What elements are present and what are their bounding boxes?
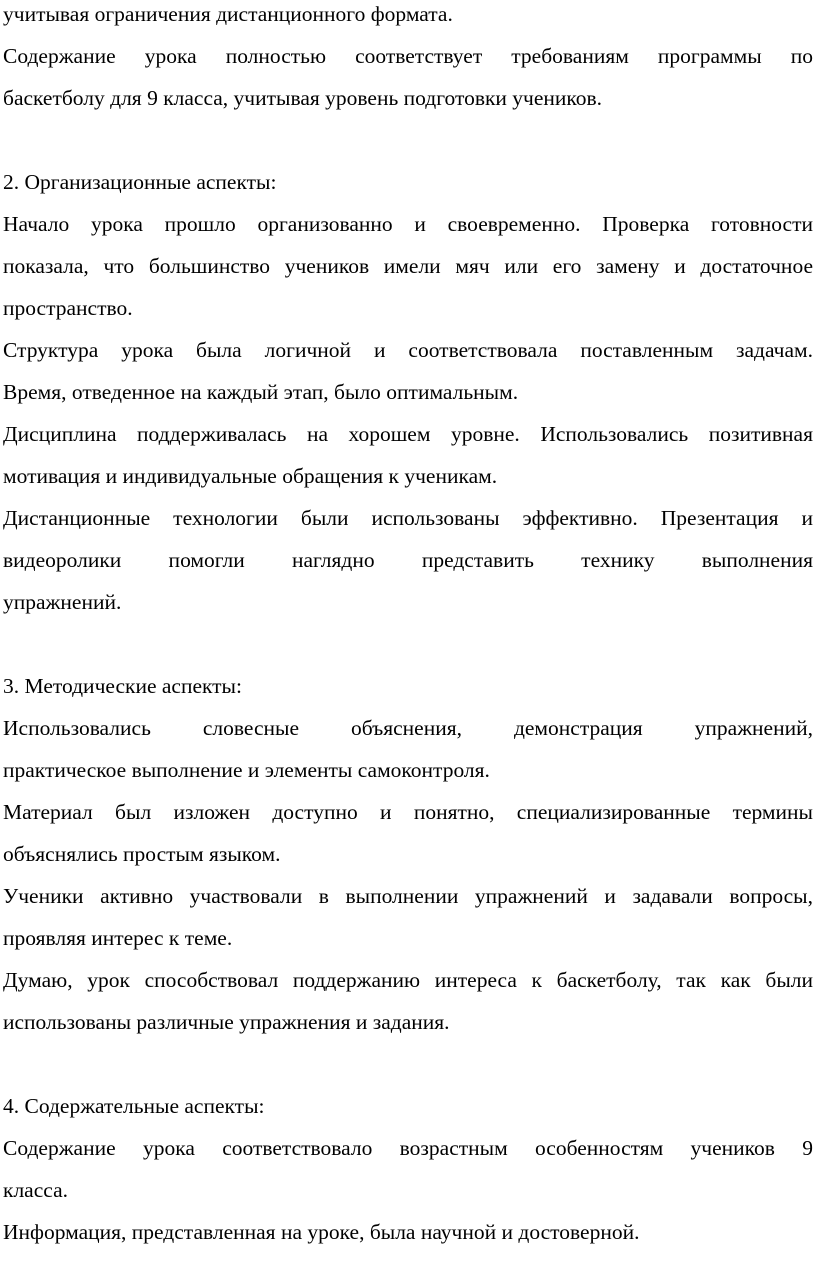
text-line: Дисциплина поддерживалась на хорошем уровне. Использовались позитивная bbox=[3, 422, 813, 446]
text-line: пространство. bbox=[3, 296, 133, 320]
text-line: учитывая ограничения дистанционного формата. bbox=[3, 2, 453, 26]
text-line: Информация, представленная на уроке, была научной и достоверной. bbox=[3, 1220, 640, 1244]
text-line: упражнений. bbox=[3, 590, 122, 614]
text-line: Думаю, урок способствовал поддержанию интереса к баскетболу, так как были bbox=[3, 968, 813, 992]
text-line: видеоролики помогли наглядно представить технику выполнения bbox=[3, 548, 813, 572]
text-line: показала, что большинство учеников имели мяч или его замену и достаточное bbox=[3, 254, 813, 278]
text-line: Использовались словесные объяснения, демонстрация упражнений, bbox=[3, 716, 813, 740]
text-line: Дистанционные технологии были использованы эффективно. Презентация и bbox=[3, 506, 813, 530]
text-line: класса. bbox=[3, 1178, 68, 1202]
section-heading: 2. Организационные аспекты: bbox=[3, 170, 277, 194]
text-line: Содержание урока соответствовало возрастным особенностям учеников 9 bbox=[3, 1136, 813, 1160]
text-line: использованы различные упражнения и задания. bbox=[3, 1010, 450, 1034]
text-line: Время, отведенное на каждый этап, было оптимальным. bbox=[3, 380, 519, 404]
text-line: Материал был изложен доступно и понятно, специализированные термины bbox=[3, 800, 813, 824]
text-line: проявляя интерес к теме. bbox=[3, 926, 233, 950]
text-line: Содержание урока полностью соответствует требованиям программы по bbox=[3, 44, 813, 68]
section-heading: 4. Содержательные аспекты: bbox=[3, 1094, 265, 1118]
text-line: баскетболу для 9 класса, учитывая уровень подготовки учеников. bbox=[3, 86, 603, 110]
text-line: Структура урока была логичной и соответствовала поставленным задачам. bbox=[3, 338, 813, 362]
section-heading: 3. Методические аспекты: bbox=[3, 674, 242, 698]
text-line: мотивация и индивидуальные обращения к ученикам. bbox=[3, 464, 498, 488]
text-line: Начало урока прошло организованно и своевременно. Проверка готовности bbox=[3, 212, 813, 236]
text-line: объяснялись простым языком. bbox=[3, 842, 281, 866]
text-line: Ученики активно участвовали в выполнении упражнений и задавали вопросы, bbox=[3, 884, 813, 908]
text-line: практическое выполнение и элементы самоконтроля. bbox=[3, 758, 490, 782]
